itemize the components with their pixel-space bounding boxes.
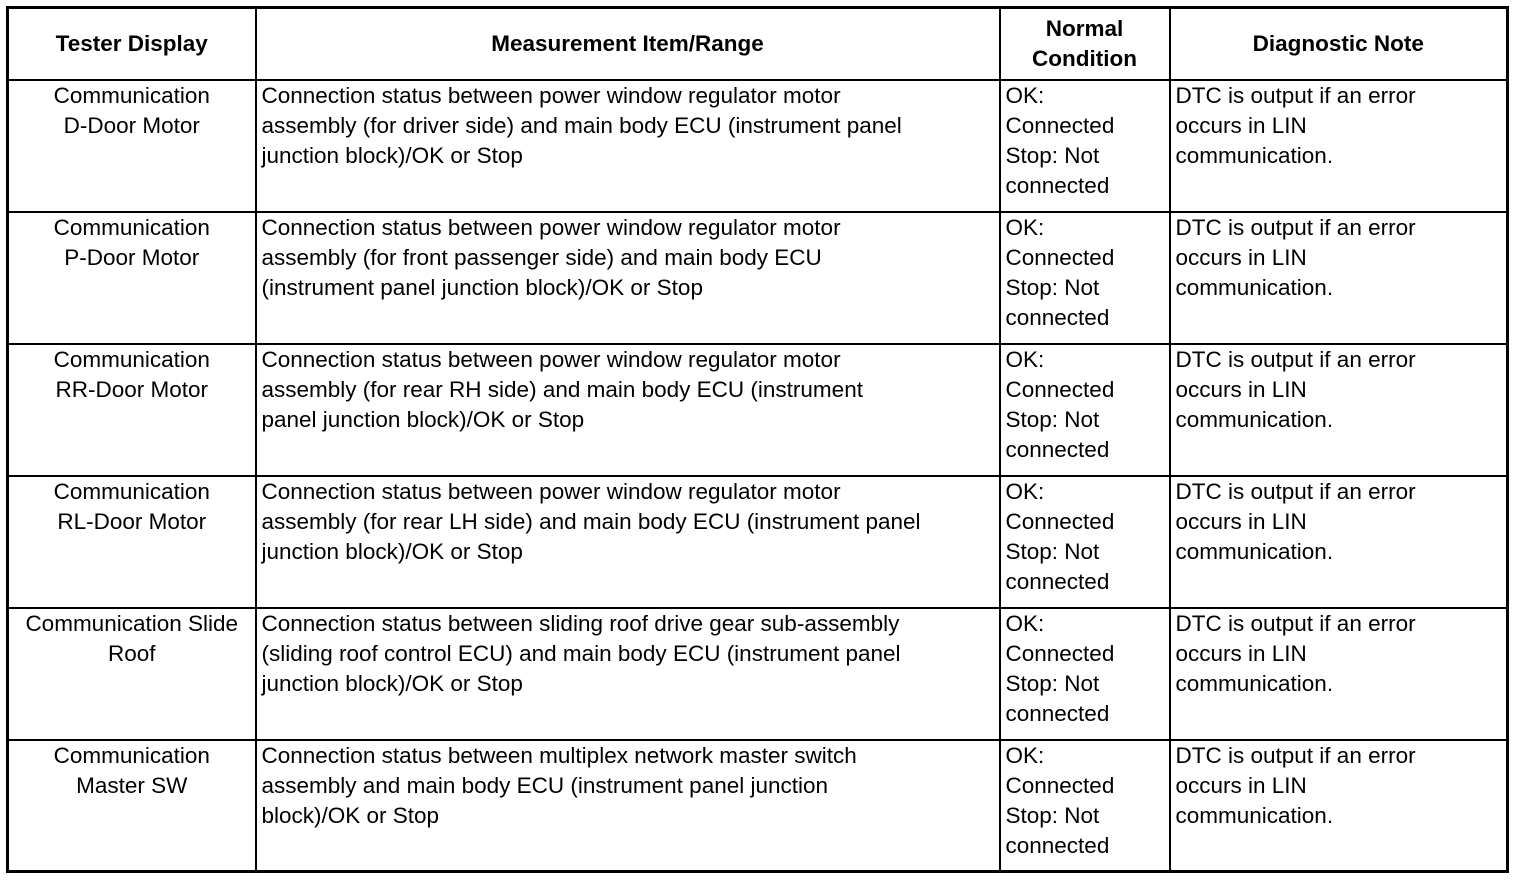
- measurement-cell: [256, 212, 1000, 344]
- measurement-cell: [256, 344, 1000, 476]
- measurement-cell: [256, 80, 1000, 212]
- tester-display-line: Communication: [53, 346, 210, 372]
- diagnostic-note-line: DTC is output if an error: [1175, 214, 1416, 240]
- normal-condition-line: Connected: [1005, 112, 1115, 138]
- measurement-line: junction block)/OK or Stop: [261, 142, 523, 168]
- diagnostic-note-cell: [1170, 608, 1508, 740]
- table-row: [8, 608, 1508, 740]
- measurement-cell: [256, 740, 1000, 872]
- tester-display-line: P-Door Motor: [64, 244, 200, 270]
- normal-condition-cell: [1000, 212, 1170, 344]
- normal-condition-line: OK:: [1005, 742, 1045, 768]
- measurement-line: Connection status between sliding roof drive gear sub-assembly: [261, 610, 900, 636]
- tester-display-line: Communication: [53, 82, 210, 108]
- diagnostic-note-line: occurs in LIN: [1175, 508, 1307, 534]
- tester-display-line: RL-Door Motor: [57, 508, 207, 534]
- normal-condition-line: Stop: Not: [1005, 538, 1100, 564]
- normal-condition-line: Connected: [1005, 640, 1115, 666]
- diagnostic-note-cell: [1170, 740, 1508, 872]
- measurement-line: panel junction block)/OK or Stop: [261, 406, 585, 432]
- measurement-cell: [256, 608, 1000, 740]
- table-row: [8, 80, 1508, 212]
- diagnostic-note-line: communication.: [1175, 142, 1334, 168]
- measurement-line: junction block)/OK or Stop: [261, 538, 523, 564]
- measurement-line: junction block)/OK or Stop: [261, 670, 523, 696]
- diagnostic-note-line: occurs in LIN: [1175, 376, 1307, 402]
- diagnostic-note-line: communication.: [1175, 406, 1334, 432]
- header-diagnostic-note: Diagnostic Note: [1170, 8, 1508, 80]
- measurement-line: Connection status between power window regulator motor: [261, 214, 841, 240]
- normal-condition-cell: [1000, 80, 1170, 212]
- measurement-line: assembly (for rear LH side) and main body ECU (instrument panel: [261, 508, 921, 534]
- diagnostic-note-cell: [1170, 344, 1508, 476]
- normal-condition-cell: [1000, 476, 1170, 608]
- diagnostic-note-line: occurs in LIN: [1175, 772, 1307, 798]
- header-normal-condition-line: Normal: [1045, 15, 1124, 41]
- normal-condition-line: OK:: [1005, 610, 1045, 636]
- normal-condition-line: connected: [1005, 832, 1110, 858]
- measurement-line: (instrument panel junction block)/OK or Stop: [261, 274, 703, 300]
- tester-display-cell: [8, 740, 256, 872]
- normal-condition-cell: [1000, 740, 1170, 872]
- measurement-line: assembly (for driver side) and main body ECU (instrument panel: [261, 112, 902, 138]
- normal-condition-line: Stop: Not: [1005, 670, 1100, 696]
- normal-condition-line: Connected: [1005, 244, 1115, 270]
- table-row: [8, 476, 1508, 608]
- table-row: [8, 212, 1508, 344]
- normal-condition-line: Stop: Not: [1005, 406, 1100, 432]
- normal-condition-line: Connected: [1005, 508, 1115, 534]
- tester-display-line: RR-Door Motor: [55, 376, 209, 402]
- measurement-line: Connection status between multiplex network master switch: [261, 742, 857, 768]
- diagnostic-note-line: DTC is output if an error: [1175, 346, 1416, 372]
- tester-display-line: Roof: [107, 640, 156, 666]
- tester-display-line: Communication Slide: [25, 610, 239, 636]
- table-body: [8, 80, 1508, 872]
- normal-condition-line: OK:: [1005, 214, 1045, 240]
- tester-display-cell: [8, 344, 256, 476]
- normal-condition-line: OK:: [1005, 346, 1045, 372]
- measurement-line: assembly (for rear RH side) and main body ECU (instrument: [261, 376, 863, 402]
- tester-display-line: Master SW: [76, 772, 188, 798]
- tester-display-line: Communication: [53, 742, 210, 768]
- tester-display-line: D-Door Motor: [63, 112, 200, 138]
- header-tester-display: Tester Display: [8, 8, 256, 80]
- tester-display-cell: [8, 212, 256, 344]
- normal-condition-line: connected: [1005, 568, 1110, 594]
- measurement-line: Connection status between power window regulator motor: [261, 346, 841, 372]
- diagnostic-note-line: communication.: [1175, 802, 1334, 828]
- normal-condition-line: Stop: Not: [1005, 802, 1100, 828]
- normal-condition-line: connected: [1005, 700, 1110, 726]
- measurement-line: (sliding roof control ECU) and main body ECU (instrument panel: [261, 640, 901, 666]
- tester-display-cell: [8, 608, 256, 740]
- normal-condition-line: Connected: [1005, 772, 1115, 798]
- diagnostic-note-cell: [1170, 80, 1508, 212]
- normal-condition-line: connected: [1005, 304, 1110, 330]
- diagnostic-note-line: communication.: [1175, 274, 1334, 300]
- normal-condition-line: connected: [1005, 436, 1110, 462]
- measurement-line: Connection status between power window regulator motor: [261, 82, 841, 108]
- header-row: [8, 8, 1508, 80]
- normal-condition-line: Connected: [1005, 376, 1115, 402]
- measurement-line: assembly (for front passenger side) and main body ECU: [261, 244, 822, 270]
- diagnostic-note-line: DTC is output if an error: [1175, 742, 1416, 768]
- measurement-line: assembly and main body ECU (instrument panel junction: [261, 772, 829, 798]
- diagnostic-note-line: occurs in LIN: [1175, 244, 1307, 270]
- normal-condition-line: Stop: Not: [1005, 142, 1100, 168]
- header-normal-condition-line: Condition: [1032, 45, 1137, 71]
- diagnostic-note-line: communication.: [1175, 538, 1334, 564]
- tester-display-line: Communication: [53, 214, 210, 240]
- diagnostic-note-line: occurs in LIN: [1175, 112, 1307, 138]
- table-row: [8, 740, 1508, 872]
- diagnostic-note-line: DTC is output if an error: [1175, 82, 1416, 108]
- measurement-line: Connection status between power window regulator motor: [261, 478, 841, 504]
- tester-display-cell: [8, 476, 256, 608]
- normal-condition-line: OK:: [1005, 82, 1045, 108]
- diagnostic-note-cell: [1170, 212, 1508, 344]
- diagnostic-data-table: [6, 6, 1509, 873]
- tester-display-cell: [8, 80, 256, 212]
- diagnostic-note-line: occurs in LIN: [1175, 640, 1307, 666]
- normal-condition-cell: [1000, 608, 1170, 740]
- measurement-cell: [256, 476, 1000, 608]
- normal-condition-line: OK:: [1005, 478, 1045, 504]
- diagnostic-note-line: DTC is output if an error: [1175, 478, 1416, 504]
- measurement-line: block)/OK or Stop: [261, 802, 440, 828]
- tester-display-line: Communication: [53, 478, 210, 504]
- normal-condition-line: connected: [1005, 172, 1110, 198]
- header-normal-condition: [1000, 8, 1170, 80]
- normal-condition-line: Stop: Not: [1005, 274, 1100, 300]
- diagnostic-note-cell: [1170, 476, 1508, 608]
- header-measurement: Measurement Item/Range: [256, 8, 1000, 80]
- normal-condition-cell: [1000, 344, 1170, 476]
- diagnostic-note-line: DTC is output if an error: [1175, 610, 1416, 636]
- diagnostic-note-line: communication.: [1175, 670, 1334, 696]
- table-row: [8, 344, 1508, 476]
